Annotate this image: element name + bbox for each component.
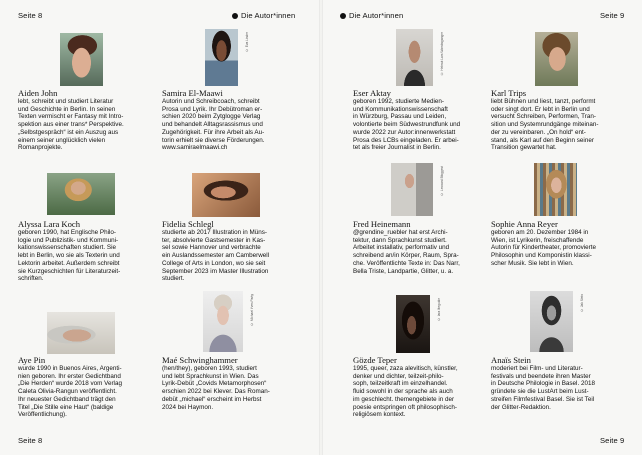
author-name-anais-stein: Anaïs Stein bbox=[491, 355, 531, 365]
author-name-aiden-john: Aiden John bbox=[18, 88, 58, 98]
left-section-title-text: Die Autor*innen bbox=[241, 11, 296, 20]
photo-credit: © lara liteguide bbox=[437, 298, 441, 321]
author-photo-sophie-anna-reyer bbox=[534, 163, 577, 216]
left-page-number: Seite 8 bbox=[18, 11, 43, 20]
author-bio-fidelia-schlegl: studierte ab 2017 Illustration in Müns- ter, absolvierte Gastsemester in Kas- sel sowie Hannover und verbrachte ein Auslandssemester am Camberwell College of Arts in London, wo sie seit September 2023 im Master Illustration studiert. bbox=[162, 229, 270, 283]
author-photo-goezde-teper bbox=[396, 295, 441, 353]
author-photo-aiden-john bbox=[60, 33, 103, 86]
author-photo-samira-el-maawi bbox=[205, 29, 249, 86]
author-name-sophie-anna-reyer: Sophie Anna Reyer bbox=[491, 219, 558, 229]
author-bio-aye-pin: wurde 1990 in Buenos Aires, Argenti- nien geboren. Ihr erster Gedichtband „Die Herden“ wurde 2018 vom Verlag Caleta Olivia-Rangun veröffentlicht. Ihr neuester Gedichtband trägt den Titel „Die Stille eine Haut“ (baldige Veröffentlichung). bbox=[18, 365, 122, 419]
photo-credit: © Eva Linder bbox=[245, 32, 249, 53]
bullet-icon bbox=[340, 13, 346, 19]
author-photo-aye-pin bbox=[47, 312, 115, 354]
author-photo-mae-schwinghammer bbox=[203, 291, 254, 352]
author-name-karl-trips: Karl Trips bbox=[491, 88, 527, 98]
author-photo-anais-stein bbox=[530, 291, 584, 352]
author-bio-alyssa-lara-koch: geboren 1990, hat Englische Philo- logie und Publizistik- und Kommuni- kationswissenschaften studiert. Sie lebt in Berlin, wo sie als Texterin und Lektorin arbeitet. Außerdem schreibt sie Kurzgeschichten für Literaturzeit- schriften. bbox=[18, 229, 121, 283]
author-name-fidelia-schlegl: Fidelia Schlegl bbox=[162, 219, 214, 229]
author-bio-samira-el-maawi: Autorin und Schreibcoach, schreibt Prosa und Lyrik. Ihr Debütroman er- schien 2020 beim Zytglogge Verlag und behandelt Alltagsrassismus und Zugehörigkeit. Für ihre Arbeit als Au- torin erhielt sie diverse Förderungen. www.samiraelmaawi.ch bbox=[162, 98, 265, 152]
author-name-goezde-teper: Gözde Teper bbox=[353, 355, 397, 365]
author-bio-eser-aktay: geboren 1992, studierte Medien- und Kommunikationswissenschaft in Würzburg, Passau und Leiden, volontierte beim Südwestrundfunk und wurde 2022 zur Autor:innenwerkstatt Prosa des LCBs eingeladen. Er arbei- tet als freier Journalist in Berlin. bbox=[353, 98, 461, 152]
right-section-title-text: Die Autor*innen bbox=[349, 11, 404, 20]
right-page-number: Seite 9 bbox=[600, 11, 625, 20]
author-name-alyssa-lara-koch: Alyssa Lara Koch bbox=[18, 219, 81, 229]
photo-credit: © Leonard Bloggest bbox=[440, 166, 444, 196]
author-bio-goezde-teper: 1995, queer, zaza alevitisch, künstler, denker und dichter, teilzeit-philo- soph, teilzeitkraft im einzelhandel. fluid sowohl in der sprache als auch im geschlecht. themengebiete in der poesie entspringen oft philosophisch- religiösem kontext. bbox=[353, 365, 458, 419]
bullet-icon bbox=[232, 13, 238, 19]
author-name-aye-pin: Aye Pin bbox=[18, 355, 46, 365]
author-bio-karl-trips: liebt Bühnen und liest, tanzt, performt oder singt dort. Er lebt in Berlin und versucht Schreiben, Performen, Tran- sition und Systemrundgänge miteinan- der zu vereinbaren. „On hold“ ent- stand, als Karl auf den Beginn seiner Transition gewartet hat. bbox=[491, 98, 599, 152]
author-photo-karl-trips bbox=[535, 32, 578, 86]
author-photo-fred-heinemann bbox=[391, 163, 444, 216]
author-bio-mae-schwinghammer: (hen/they), geboren 1993, studiert und lebt Sprachkunst in Wien. Das Lyrik-Debüt „Covids Metamorphosen“ erschien 2022 bei Klever. Das Roman- debüt „michael“ erscheint im Herbst 2024 bei Haymon. bbox=[162, 365, 270, 411]
photo-credit: © Michael Yves Party bbox=[250, 294, 254, 326]
page-gutter bbox=[319, 0, 323, 455]
right-section-title bbox=[340, 11, 403, 20]
left-section-title bbox=[232, 11, 295, 20]
author-photo-eser-aktay bbox=[396, 29, 444, 86]
author-name-mae-schwinghammer: Maé Schwinghammer bbox=[162, 355, 238, 365]
right-footer-page-number: Seite 9 bbox=[600, 436, 625, 445]
author-bio-anais-stein: moderiert bei Film- und Literatur- festivals und beendete ihren Master in Deutsche Philologie in Basel. 2018 gründete sie die LustArt beim Lust- streifen Filmfestival Basel. Sie ist Teil der Glitter-Redaktion. bbox=[491, 365, 595, 411]
left-footer-page-number: Seite 8 bbox=[18, 436, 43, 445]
author-photo-alyssa-lara-koch bbox=[47, 173, 115, 215]
photo-credit: © Helmut Lars Wambsganger bbox=[440, 32, 444, 76]
author-name-eser-aktay: Eser Aktay bbox=[353, 88, 391, 98]
author-name-samira-el-maawi: Samira El-Maawi bbox=[162, 88, 223, 98]
author-photo-fidelia-schlegl bbox=[192, 173, 260, 217]
author-name-fred-heinemann: Fred Heinemann bbox=[353, 219, 411, 229]
author-bio-fred-heinemann: @grendine_ruebler hat erst Archi- tektur, dann Sprachkunst studiert. Arbeitet installativ, performativ und schreibend an/in Körper, Raum, Spra- che. Veröffentlichte Texte in: Das Narr, Bella Triste, Landpartie, Glitter, u. a. bbox=[353, 229, 460, 275]
author-bio-sophie-anna-reyer: geboren am 20. Dezember 1984 in Wien, ist Lyrikerin, freischaffende Autorin für Kindertheater, promovierte Philosophin und Komponistin klassi- scher Musik. Sie lebt in Wien. bbox=[491, 229, 597, 267]
photo-credit: © Jak Stein bbox=[580, 294, 584, 312]
author-bio-aiden-john: lebt, schreibt und studiert Literatur und Geschichte in Berlin. In seinen Texten vermischt er Fantasy mit Intro- spektion aus einer trans* Perspektive. „Selbstgespräch“ ist ein Auszug aus einem seiner unglücklich vielen Romanprojekte. bbox=[18, 98, 124, 152]
